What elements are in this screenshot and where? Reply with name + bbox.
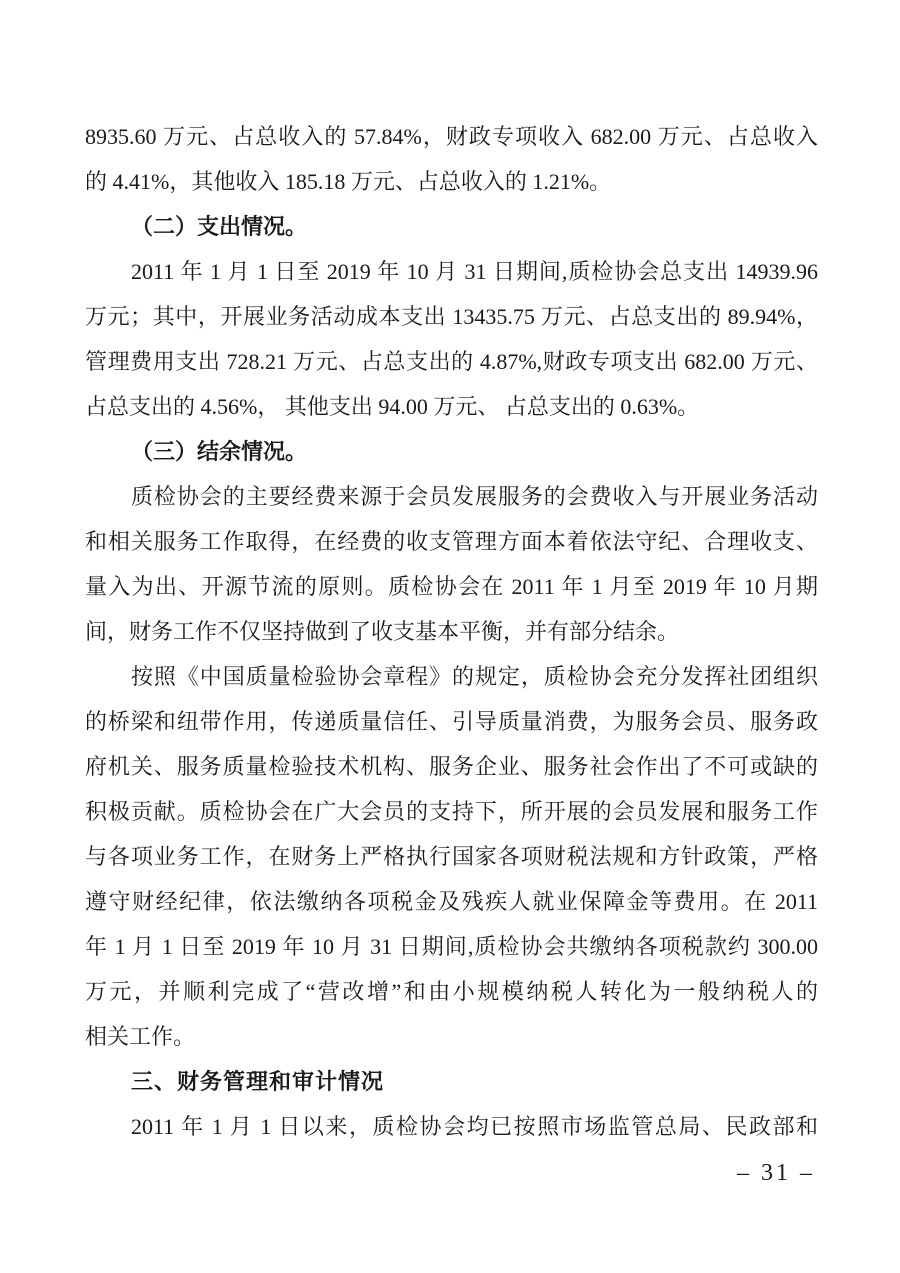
text-line: 万元；其中，开展业务活动成本支出 13435.75 万元、占总支出的 89.94%， <box>85 304 818 329</box>
text-line: 的桥梁和纽带作用，传递质量信任、引导质量消费，为服务会员、服务政 <box>85 709 818 734</box>
text-line: 8935.60 万元、占总收入的 57.84%，财政专项收入 682.00 万元、占总收入 <box>85 124 818 149</box>
text-line: 万元，并顺利完成了“营改增”和由小规模纳税人转化为一般纳税人的 <box>85 979 818 1004</box>
text-line: 相关工作。 <box>85 1024 196 1049</box>
text-line: 与各项业务工作，在财务上严格执行国家各项财税法规和方针政策，严格 <box>85 844 818 869</box>
section-heading: （二）支出情况。 <box>131 214 308 239</box>
text-line: 的 4.41%，其他收入 185.18 万元、占总收入的 1.21%。 <box>85 169 612 194</box>
text-line: 管理费用支出 728.21 万元、占总支出的 4.87%,财政专项支出 682.00 万元、 <box>85 349 818 374</box>
text-line: 质检协会的主要经费来源于会员发展服务的会费收入与开展业务活动 <box>131 484 818 509</box>
text-line: 年 1 月 1 日至 2019 年 10 月 31 日期间,质检协会共缴纳各项税款约 300.00 <box>85 934 818 959</box>
text-line: 积极贡献。质检协会在广大会员的支持下，所开展的会员发展和服务工作 <box>85 799 818 824</box>
text-line: 按照《中国质量检验协会章程》的规定，质检协会充分发挥社团组织 <box>131 664 818 689</box>
text-line: 间，财务工作不仅坚持做到了收支基本平衡，并有部分结余。 <box>85 619 680 644</box>
text-line: 和相关服务工作取得，在经费的收支管理方面本着依法守纪、合理收支、 <box>85 529 818 554</box>
text-line: 遵守财经纪律，依法缴纳各项税金及残疾人就业保障金等费用。在 2011 <box>85 889 818 914</box>
section-heading: （三）结余情况。 <box>131 439 308 464</box>
text-line: 2011 年 1 月 1 日以来，质检协会均已按照市场监管总局、民政部和 <box>131 1114 818 1139</box>
text-line: 2011 年 1 月 1 日至 2019 年 10 月 31 日期间,质检协会总支出 14939.96 <box>131 259 818 284</box>
section-heading: 三、财务管理和审计情况 <box>131 1069 385 1094</box>
text-line: 府机关、服务质量检验技术机构、服务企业、服务社会作出了不可或缺的 <box>85 754 818 779</box>
page-number: – 31 – <box>737 1160 815 1186</box>
text-line: 量入为出、开源节流的原则。质检协会在 2011 年 1 月至 2019 年 10 月期 <box>85 574 818 599</box>
text-line: 占总支出的 4.56%， 其他支出 94.00 万元、 占总支出的 0.63%。 <box>85 394 700 419</box>
